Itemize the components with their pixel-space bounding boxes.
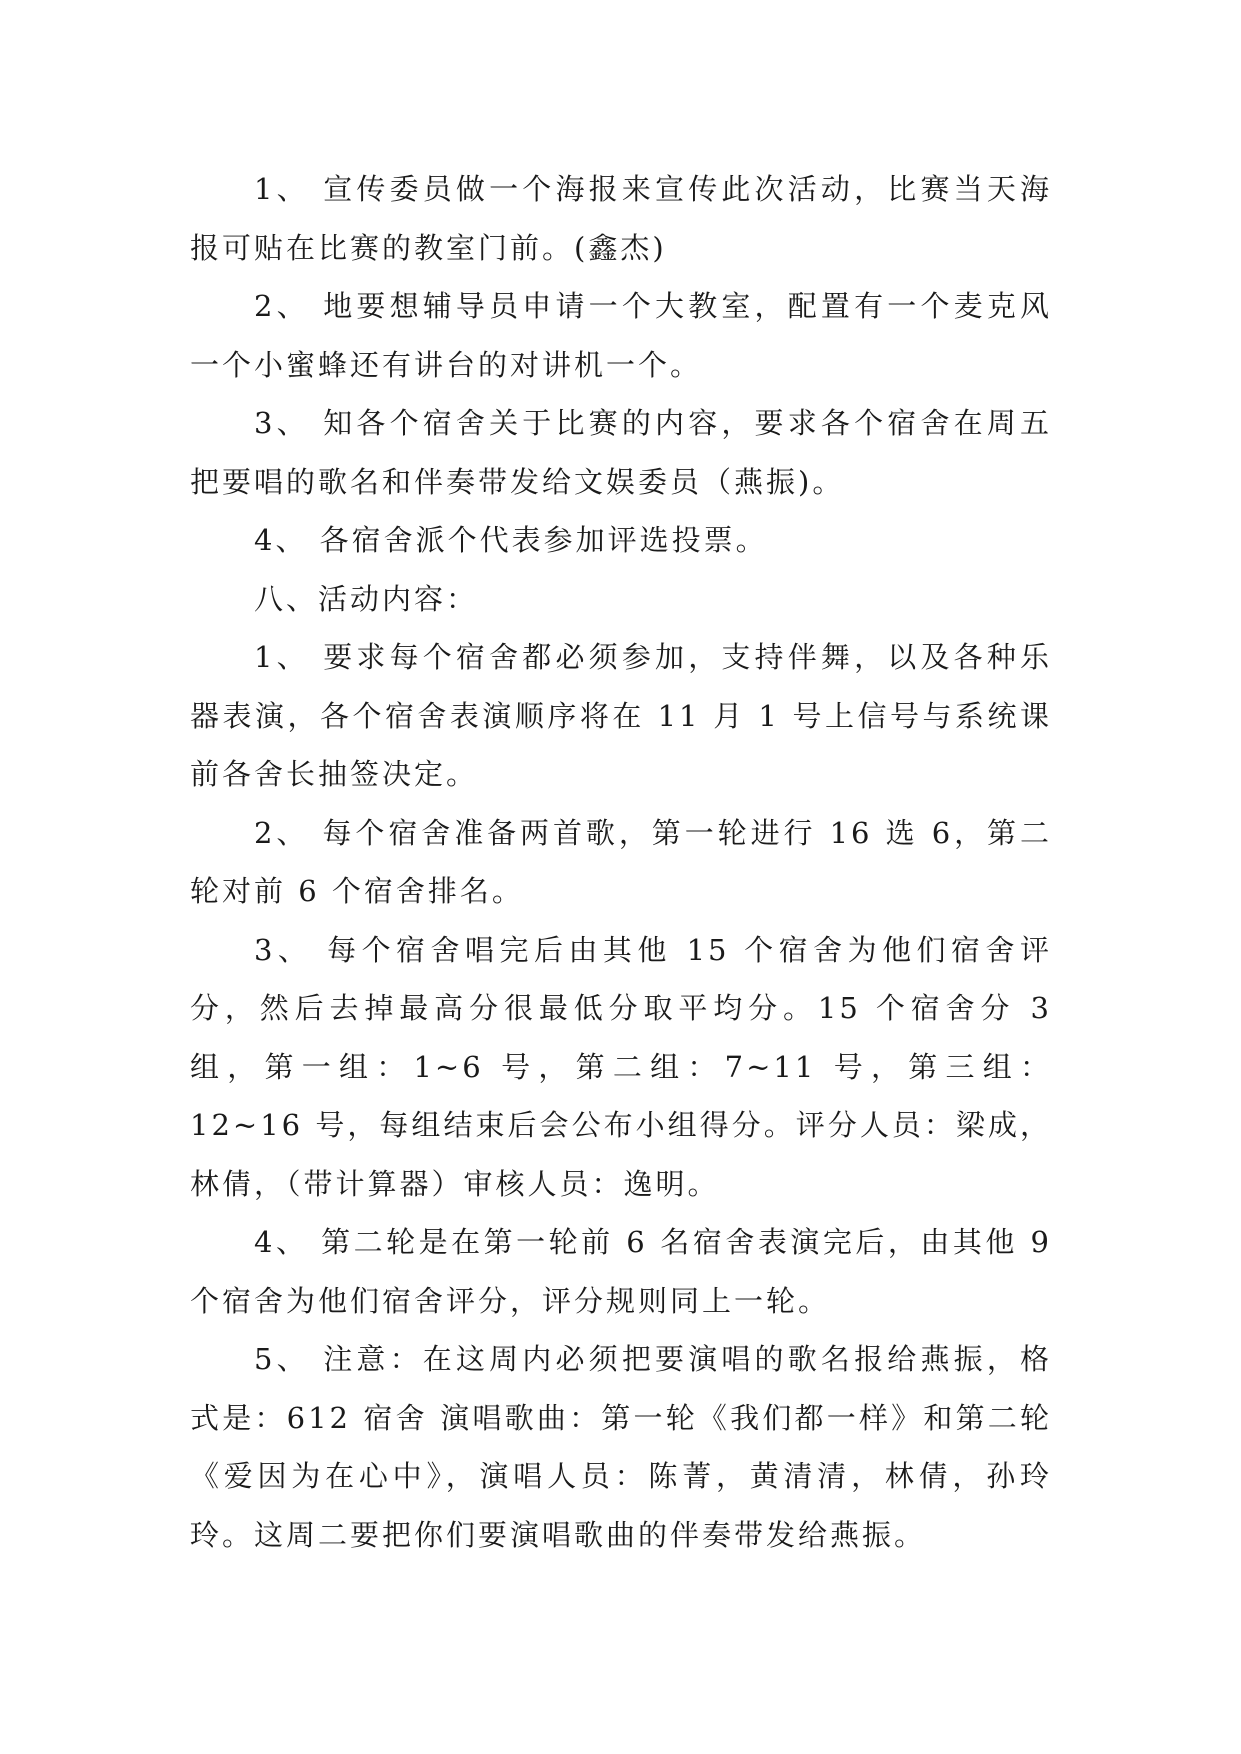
paragraph-item-9: 5、 注意：在这周内必须把要演唱的歌名报给燕振，格式是：612 宿舍 演唱歌曲：第一轮《我们都一样》和第二轮《爱因为在心中》，演唱人员：陈菁，黄清清，林倩，孙玲玲。这周二要把你们要演唱歌曲的伴奏带发给燕振。 bbox=[190, 1342, 1052, 1552]
paragraph-item-6: 2、 每个宿舍准备两首歌，第一轮进行 16 选 6，第二轮对前 6 个宿舍排名。 bbox=[190, 815, 1052, 908]
paragraph-item-7: 3、 每个宿舍唱完后由其他 15 个宿舍为他们宿舍评分，然后去掉最高分很最低分取平均分。15 个宿舍分 3 组，第一组：1~6 号，第二组：7~11 号，第三组：12~16 号，每组结束后会公布小组得分。评分人员：梁成，林倩，（带计算器）审核人员：逸明。 bbox=[190, 932, 1052, 1201]
paragraph-item-4: 4、 各宿舍派个代表参加评选投票。 bbox=[254, 523, 768, 557]
paragraph-item-3: 3、 知各个宿舍关于比赛的内容，要求各个宿舍在周五把要唱的歌名和伴奏带发给文娱委员（燕振)。 bbox=[190, 406, 1052, 499]
document-body bbox=[190, 160, 1052, 1564]
paragraph-item-1: 1、 宣传委员做一个海报来宣传此次活动，比赛当天海报可贴在比赛的教室门前。(鑫杰) bbox=[190, 172, 1052, 265]
paragraph-item-5: 1、 要求每个宿舍都必须参加，支持伴舞，以及各种乐器表演，各个宿舍表演顺序将在 11 月 1 号上信号与系统课前各舍长抽签决定。 bbox=[190, 640, 1052, 791]
paragraph-item-2: 2、 地要想辅导员申请一个大教室，配置有一个麦克风一个小蜜蜂还有讲台的对讲机一个。 bbox=[190, 289, 1052, 382]
section-heading: 八、活动内容： bbox=[254, 581, 479, 616]
paragraph-item-8: 4、 第二轮是在第一轮前 6 名宿舍表演完后，由其他 9 个宿舍为他们宿舍评分，评分规则同上一轮。 bbox=[190, 1225, 1052, 1318]
